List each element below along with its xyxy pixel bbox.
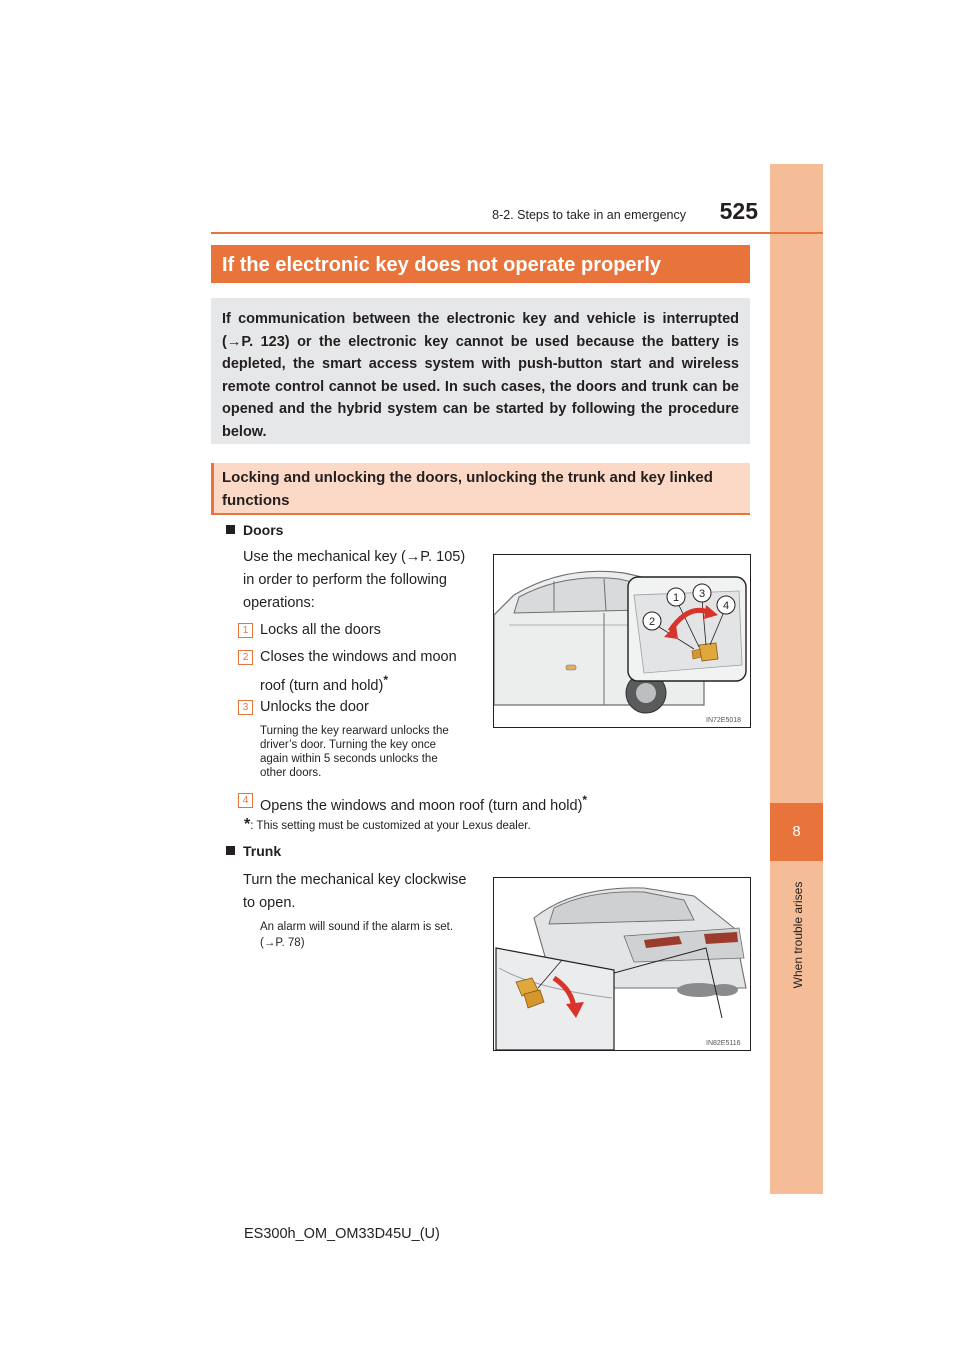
step-3-note-4: other doors. bbox=[260, 767, 322, 779]
step-3-badge: 3 bbox=[238, 700, 253, 715]
trunk-figure bbox=[493, 877, 751, 1051]
footnote-asterisk: * bbox=[244, 816, 251, 833]
asterisk-mark: * bbox=[582, 793, 588, 807]
trunk-heading bbox=[226, 843, 281, 859]
side-tab-strip bbox=[770, 164, 823, 1194]
footnote-text: : This setting must be customized at your Lexus dealer. bbox=[250, 820, 531, 832]
page-number: 525 bbox=[719, 198, 758, 224]
intro-box: If communication between the electronic key and vehicle is interrupted (→P. 123) or the electronic key cannot be used because the battery is depleted, the smart access system with push-button start and wireless remote control cannot be used. In such cases, the doors and trunk can be opened and the hybrid system can be started by following the procedure below. bbox=[211, 298, 750, 444]
trunk-note-2: (→P. 78) bbox=[260, 937, 305, 949]
bullet-square-icon bbox=[226, 846, 235, 855]
trunk-figure-code: IN82E5116 bbox=[706, 1040, 741, 1047]
door-figure-code: IN72E5018 bbox=[706, 717, 742, 724]
step-4-text bbox=[260, 789, 587, 818]
step-4-text-main: Opens the windows and moon roof (turn and hold) bbox=[260, 797, 583, 814]
step-2-text-1: Closes the windows and moon bbox=[260, 649, 457, 665]
doors-text-1: Use the mechanical key (→P. 105) bbox=[243, 549, 466, 565]
step-1-text: Locks all the doors bbox=[260, 622, 381, 638]
door-figure bbox=[493, 554, 751, 728]
trunk-text-1: Turn the mechanical key clockwise bbox=[243, 872, 467, 888]
doors-text-3: operations: bbox=[243, 595, 315, 611]
doors-heading-text: Doors bbox=[243, 522, 284, 538]
trunk-text-2: to open. bbox=[243, 895, 296, 911]
footnote bbox=[244, 818, 531, 834]
trunk-heading-text: Trunk bbox=[243, 843, 282, 859]
trunk-note-1: An alarm will sound if the alarm is set. bbox=[260, 921, 454, 933]
callout-3-label: 3 bbox=[698, 588, 706, 600]
step-2-badge: 2 bbox=[238, 650, 253, 665]
section-header: 8-2. Steps to take in an emergency bbox=[492, 208, 686, 222]
subheading: Locking and unlocking the doors, unlocking the trunk and key linked functions bbox=[211, 463, 750, 515]
step-3-text: Unlocks the door bbox=[260, 699, 369, 715]
asterisk-mark: * bbox=[383, 673, 389, 687]
car-door-illustration bbox=[494, 555, 750, 727]
callout-2-label: 2 bbox=[648, 616, 656, 628]
doors-heading bbox=[226, 522, 283, 538]
step-3-note-1: Turning the key rearward unlocks the bbox=[260, 725, 449, 737]
step-4-badge: 4 bbox=[238, 793, 253, 808]
document-code-footer: ES300h_OM_OM33D45U_(U) bbox=[244, 1226, 440, 1242]
step-3-note-2: driver’s door. Turning the key once bbox=[260, 739, 437, 751]
callout-4-label: 4 bbox=[722, 600, 730, 612]
page-title: If the electronic key does not operate properly bbox=[211, 245, 750, 283]
step-1-badge: 1 bbox=[238, 623, 253, 638]
step-2-text-2 bbox=[260, 669, 388, 698]
chapter-number-tab[interactable]: 8 bbox=[770, 803, 823, 861]
chapter-label-text: When trouble arises bbox=[791, 881, 805, 989]
header-rule bbox=[211, 232, 823, 234]
chapter-label bbox=[790, 870, 806, 1000]
callout-1-label: 1 bbox=[672, 592, 680, 604]
step-2-text-2-main: roof (turn and hold) bbox=[260, 677, 384, 694]
bullet-square-icon bbox=[226, 525, 235, 534]
step-3-note-3: again within 5 seconds unlocks the bbox=[260, 753, 438, 765]
car-trunk-illustration bbox=[494, 878, 750, 1050]
doors-text-2: in order to perform the following bbox=[243, 572, 447, 588]
